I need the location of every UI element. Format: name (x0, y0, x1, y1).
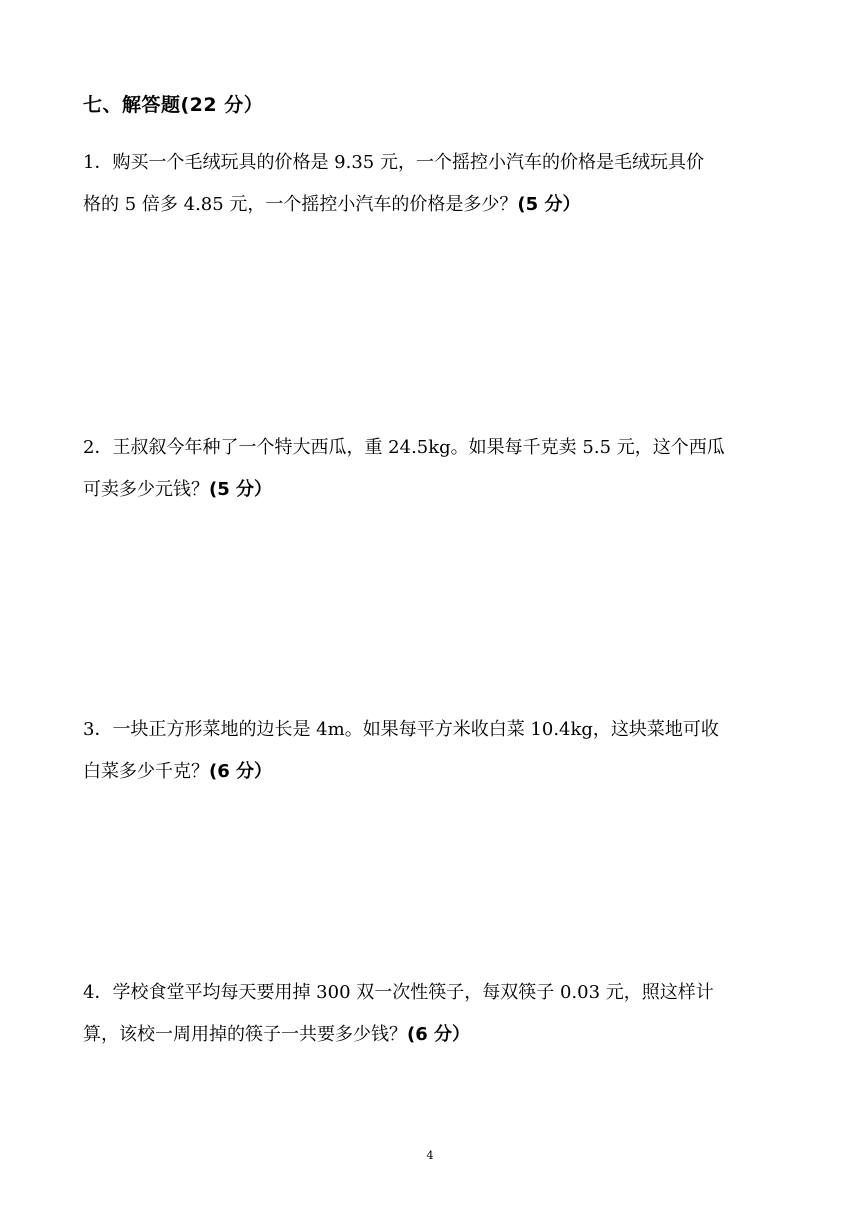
question-2-line-2 (83, 469, 783, 511)
question-3-score: (6 分） (209, 761, 273, 782)
question-2 (83, 427, 783, 511)
question-2-text: 可卖多少元钱？ (83, 479, 209, 500)
section-title: 七、解答题(22 分） (83, 94, 264, 116)
page-number: 4 (426, 1149, 434, 1162)
question-1 (83, 142, 783, 226)
question-3 (83, 709, 783, 793)
question-3-line-1: 3．一块正方形菜地的边长是 4m。如果每平方米收白菜 10.4kg，这块菜地可收 (83, 719, 719, 740)
question-1-line-2 (83, 184, 783, 226)
question-1-text: 格的 5 倍多 4.85 元，一个摇控小汽车的价格是多少？ (83, 194, 518, 215)
question-4 (83, 972, 783, 1056)
question-1-score: (5 分） (517, 194, 581, 215)
question-4-text: 算，该校一周用掉的筷子一共要多少钱？ (83, 1024, 407, 1045)
question-1-line-1: 1．购买一个毛绒玩具的价格是 9.35 元，一个摇控小汽车的价格是毛绒玩具价 (83, 152, 704, 173)
question-4-score: (6 分） (407, 1024, 471, 1045)
question-3-text: 白菜多少千克？ (83, 761, 209, 782)
question-2-line-1: 2．王叔叙今年种了一个特大西瓜，重 24.5kg。如果每千克卖 5.5 元，这个西瓜 (83, 437, 725, 458)
question-4-line-1: 4．学校食堂平均每天要用掉 300 双一次性筷子，每双筷子 0.03 元，照这样计 (83, 982, 714, 1003)
question-2-score: (5 分） (209, 479, 273, 500)
question-3-line-2 (83, 751, 783, 793)
question-4-line-2 (83, 1014, 783, 1056)
